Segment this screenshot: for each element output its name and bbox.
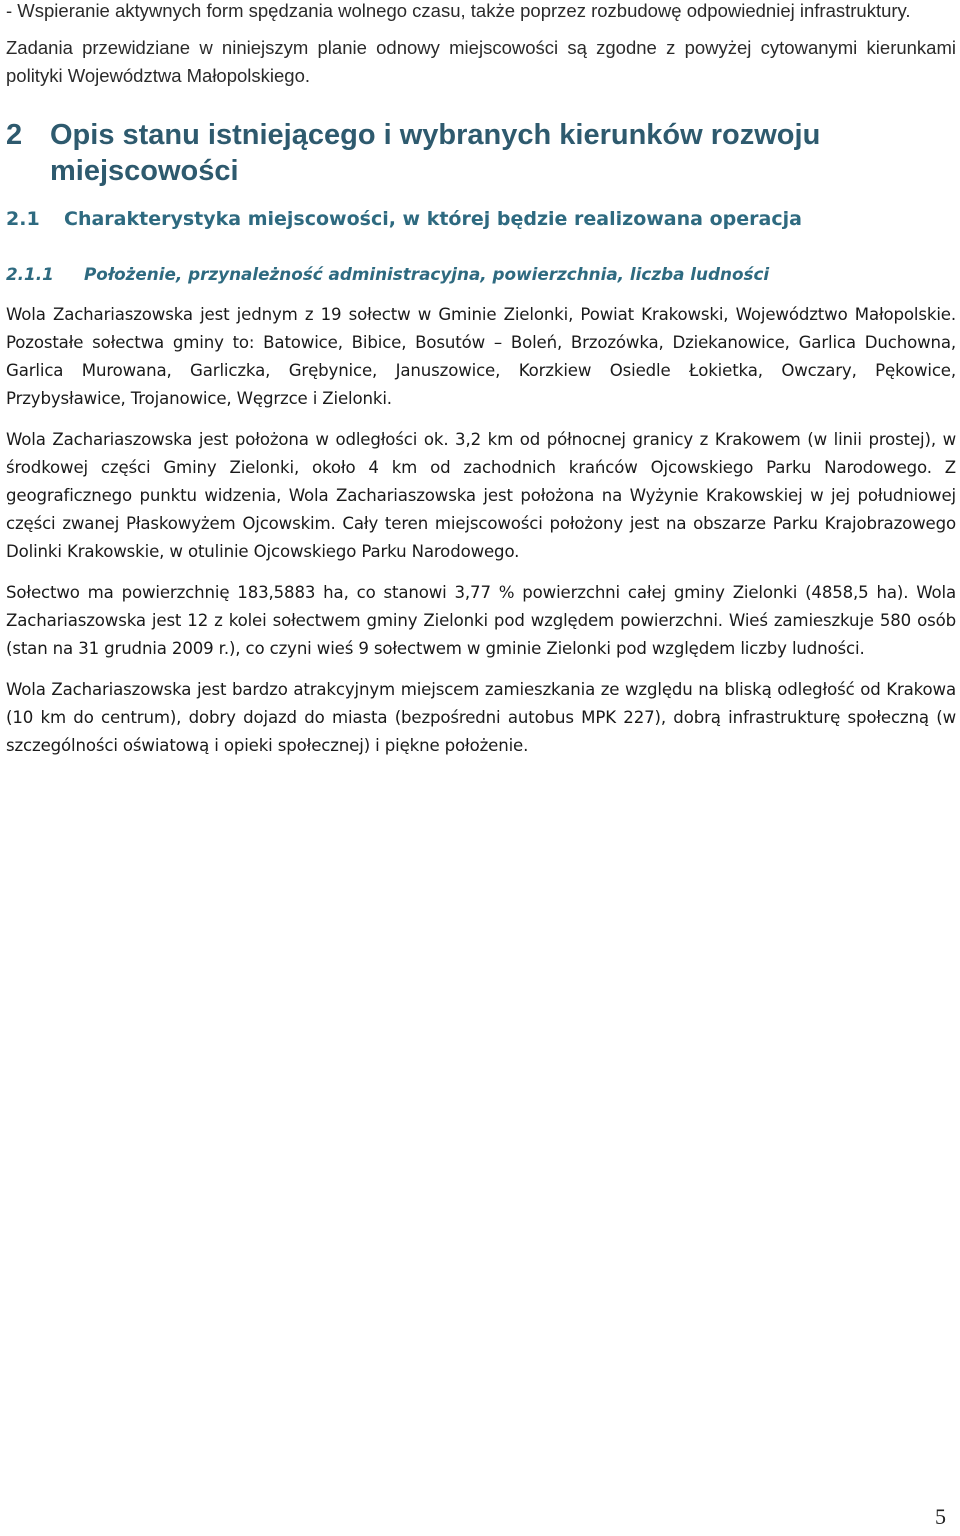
section-heading xyxy=(6,117,956,189)
subsubsection-heading xyxy=(6,260,956,288)
subsection-title: Charakterystyka miejscowości, w której będzie realizowana operacja xyxy=(64,208,802,230)
section-title: Opis stanu istniejącego i wybranych kierunków rozwoju miejscowości xyxy=(50,119,821,187)
paragraph-area-population: Sołectwo ma powierzchnię 183,5883 ha, co stanowi 3,77 % powierzchni całej gminy Zielonki (4858,5 ha). Wola Zachariaszowska jest 12 z kolei sołectwem gminy Zielonki pod względem powierzchni. Wieś zamieszkuje 580 osób (stan na 31 grudnia 2009 r.), co czyni wieś 9 sołectwem w gminie Zielonki pod względem liczby ludności. xyxy=(6,583,956,658)
paragraph-attractiveness: Wola Zachariaszowska jest bardzo atrakcyjnym miejscem zamieszkania ze względu na bliską odległość od Krakowa (10 km do centrum), dobry dojazd do miasta (bezpośredni autobus MPK 227), dobrą infrastrukturę społeczną (w szczególności oświatową i opieki społecznej) i piękne położenie. xyxy=(6,680,956,755)
paragraph-geography: Wola Zachariaszowska jest położona w odległości ok. 3,2 km od północnej granicy z Krakowem (w linii prostej), w środkowej części Gminy Zielonki, około 4 km od zachodnich krańców Ojcowskiego Parku Narodowego. Z geograficznego punktu widzenia, Wola Zachariaszowska jest położona na Wyżynie Krakowskiej w jej południowej części zwanej Płaskowyżem Ojcowskim. Cały teren miejscowości położony jest na obszarze Parku Krajobrazowego Dolinki Krakowskie, w otulinie Ojcowskiego Parku Narodowego. xyxy=(6,430,956,561)
paragraph-location: Wola Zachariaszowska jest jednym z 19 sołectw w Gminie Zielonki, Powiat Krakowski, Województwo Małopolskie. Pozostałe sołectwa gminy to: Batowice, Bibice, Bosutów – Boleń, Brzozówka, Dziekanowice, Garlica Duchowna, Garlica Murowana, Garliczka, Grębynice, Januszowice, Korzkiew Osiedle Łokietka, Owczary, Pękowice, Przybysławice, Trojanowice, Węgrzce i Zielonki. xyxy=(6,305,956,408)
intro-paragraph: Zadania przewidziane w niniejszym planie odnowy miejscowości są zgodne z powyżej cytowanymi kierunkami polityki Województwa Małopolskiego. xyxy=(6,37,956,86)
subsection-number: 2.1 xyxy=(6,208,40,230)
subsubsection-number: 2.1.1 xyxy=(6,264,54,284)
intro-bullet: - Wspieranie aktywnych form spędzania wolnego czasu, także poprzez rozbudowę odpowiedniej infrastruktury. xyxy=(6,0,911,21)
document-page xyxy=(6,0,956,760)
page-number: 5 xyxy=(935,1504,946,1529)
section-number: 2 xyxy=(6,119,23,151)
subsubsection-title: Położenie, przynależność administracyjna, powierzchnia, liczba ludności xyxy=(84,264,770,284)
subsection-heading xyxy=(6,205,956,233)
